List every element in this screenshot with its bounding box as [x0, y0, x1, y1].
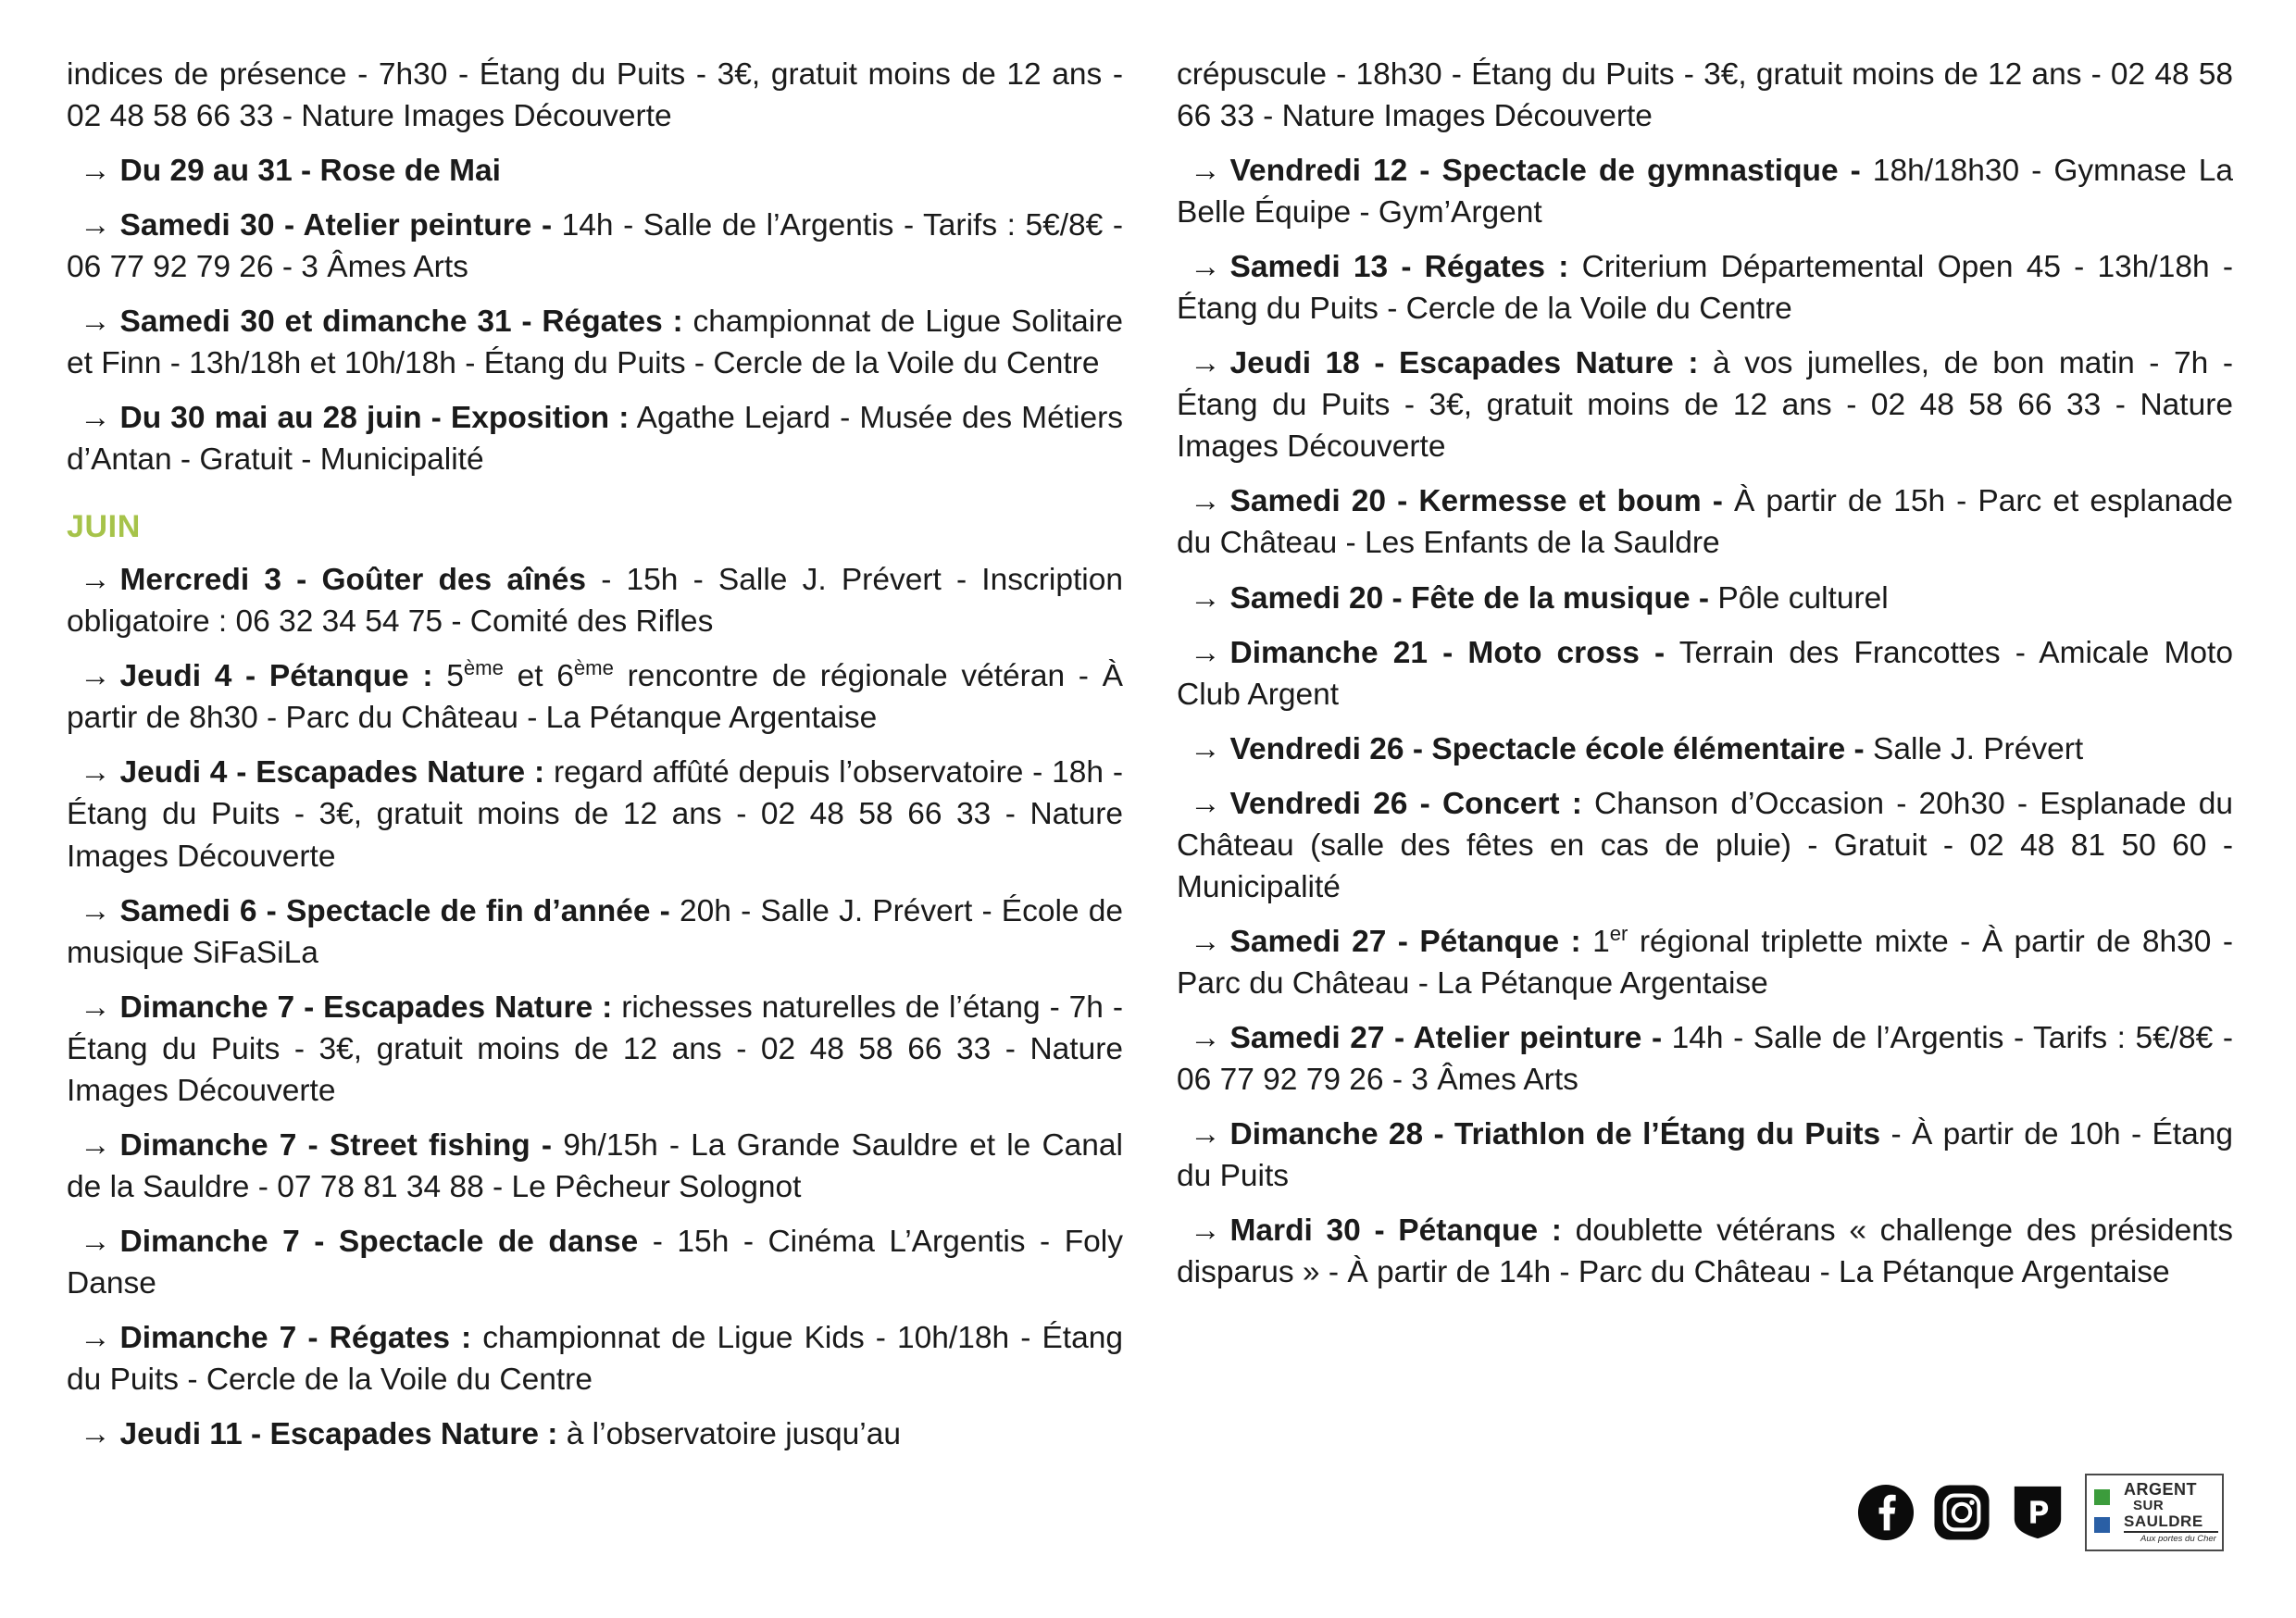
event-title: Vendredi 26 - Spectacle école élémentaire -	[1229, 731, 1865, 766]
event-entry	[67, 1221, 1123, 1304]
event-entry	[67, 301, 1123, 384]
arrow-icon: →	[1190, 484, 1221, 519]
ordinal-suffix: ème	[463, 656, 504, 680]
two-column-layout	[67, 54, 2233, 1455]
arrow-icon: →	[80, 1417, 111, 1452]
event-entry	[1177, 1210, 2233, 1293]
event-entry	[1177, 921, 2233, 1004]
panneaupocket-icon[interactable]	[2009, 1484, 2066, 1541]
event-details: Pôle culturel	[1709, 580, 1889, 616]
event-details: - 15h - Salle J. Prévert - Inscription obligatoire : 06 32 34 54 75 - Comité des Rifles	[67, 563, 1123, 640]
logo-tagline: Aux portes du Cher	[2140, 1533, 2216, 1544]
facebook-icon[interactable]	[1857, 1484, 1915, 1541]
event-title: Dimanche 7 - Escapades Nature :	[119, 989, 613, 1025]
arrow-icon: →	[1190, 924, 1221, 959]
event-entry	[1177, 728, 2233, 770]
event-entry	[67, 890, 1123, 974]
footer-social-icons	[1857, 1474, 2224, 1551]
event-title: Dimanche 7 - Street fishing -	[119, 1127, 553, 1163]
event-entry	[1177, 480, 2233, 564]
event-details: - À partir de 10h - Étang du Puits	[1177, 1117, 2233, 1194]
arrow-icon: →	[80, 893, 111, 928]
ordinal-suffix: ème	[573, 656, 614, 680]
event-details: 18h/18h30 - Gymnase La Belle Équipe - Gym’Argent	[1177, 154, 2233, 230]
arrow-icon: →	[80, 1224, 111, 1259]
event-title: Dimanche 7 - Spectacle de danse	[119, 1224, 639, 1259]
month-heading-juin: JUIN	[67, 509, 141, 545]
event-details-pre: 5	[432, 659, 464, 694]
event-entry	[67, 1413, 1123, 1455]
event-title: Vendredi 12 - Spectacle de gymnastique -	[1229, 154, 1861, 189]
arrow-icon: →	[1190, 786, 1221, 821]
arrow-icon: →	[1190, 580, 1221, 616]
event-title: Samedi 20 - Fête de la musique -	[1229, 580, 1710, 616]
event-title: Samedi 20 - Kermesse et boum -	[1229, 484, 1723, 519]
event-title: Samedi 27 - Pétanque :	[1229, 924, 1581, 959]
arrow-icon: →	[1190, 1214, 1221, 1249]
event-details-pre: 1	[1580, 924, 1610, 959]
event-details-post: régional triplette mixte - À partir de 8h30 - Parc du Château - La Pétanque Argentaise	[1177, 924, 2233, 1001]
event-title: Dimanche 21 - Moto cross -	[1229, 635, 1666, 670]
instagram-icon[interactable]	[1933, 1484, 1990, 1541]
arrow-icon: →	[1190, 731, 1221, 766]
event-details: Chanson d’Occasion - 20h30 - Esplanade du Château (salle des fêtes en cas de pluie) - Gratuit - 02 48 81 50 60 - Municipalité	[1177, 786, 2233, 904]
event-details: à l’observatoire jusqu’au	[557, 1417, 902, 1452]
event-details-mid: et 6	[503, 659, 574, 694]
event-details: Criterium Départemental Open 45 - 13h/18h - Étang du Puits - Cercle de la Voile du Centre	[1177, 250, 2233, 327]
event-details-post: rencontre de régionale vétéran - À partir de 8h30 - Parc du Château - La Pétanque Argentaise	[67, 659, 1123, 736]
event-title: Du 30 mai au 28 juin - Exposition :	[119, 401, 630, 436]
event-title: Samedi 30 et dimanche 31 - Régates :	[119, 305, 683, 340]
left-column	[67, 54, 1123, 1455]
event-details: richesses naturelles de l’étang - 7h - Étang du Puits - 3€, gratuit moins de 12 ans - 02 48 58 66 33 - Nature Images Découverte	[67, 989, 1123, 1108]
arrow-icon: →	[80, 1127, 111, 1163]
event-details: à vos jumelles, de bon matin - 7h - Étang du Puits - 3€, gratuit moins de 12 ans - 02 48 58 66 33 - Nature Images Découverte	[1177, 346, 2233, 465]
event-title: Jeudi 18 - Escapades Nature :	[1229, 346, 1699, 381]
logo-green-square	[2094, 1489, 2110, 1505]
arrow-icon: →	[80, 989, 111, 1025]
event-entry	[67, 1317, 1123, 1400]
event-title: Vendredi 26 - Concert :	[1229, 786, 1582, 821]
event-entry	[67, 205, 1123, 288]
arrow-icon: →	[1190, 346, 1221, 381]
event-title: Jeudi 4 - Escapades Nature :	[119, 755, 545, 790]
logo-line-sauldre: SAULDRE	[2124, 1512, 2203, 1530]
event-details: À partir de 15h - Parc et esplanade du Château - Les Enfants de la Sauldre	[1177, 484, 2234, 561]
event-entry	[67, 987, 1123, 1112]
arrow-icon: →	[1190, 1117, 1221, 1152]
logo-blue-square	[2094, 1517, 2110, 1533]
arrow-icon: →	[1190, 250, 1221, 285]
arrow-icon: →	[80, 401, 111, 436]
event-title: Samedi 6 - Spectacle de fin d’année -	[119, 893, 670, 928]
event-details: championnat de Ligue Solitaire et Finn - 13h/18h et 10h/18h - Étang du Puits - Cercle de la Voile du Centre	[67, 305, 1123, 381]
event-details: regard affûté depuis l’observatoire - 18h - Étang du Puits - 3€, gratuit moins de 12 ans - 02 48 58 66 33 - Nature Images Découverte	[67, 755, 1123, 874]
argent-sur-sauldre-logo	[2085, 1474, 2224, 1551]
event-entry	[67, 559, 1123, 642]
arrow-icon: →	[1190, 154, 1221, 189]
event-entry	[1177, 578, 2233, 619]
event-entry	[1177, 783, 2233, 908]
event-title: Samedi 13 - Régates :	[1229, 250, 1569, 285]
arrow-icon: →	[1190, 1020, 1221, 1055]
event-entry	[1177, 632, 2233, 716]
event-details: Terrain des Francottes - Amicale Moto Club Argent	[1177, 635, 2233, 712]
event-details: Salle J. Prévert	[1864, 731, 2084, 766]
arrow-icon: →	[80, 305, 111, 340]
event-title: Jeudi 4 - Pétanque :	[119, 659, 433, 694]
right-column	[1177, 54, 2233, 1455]
continuation-paragraph-left: indices de présence - 7h30 - Étang du Puits - 3€, gratuit moins de 12 ans - 02 48 58 66 33 - Nature Images Découverte	[67, 57, 1123, 134]
event-entry	[1177, 1114, 2233, 1197]
arrow-icon: →	[80, 659, 111, 694]
event-title: Samedi 30 - Atelier peinture -	[119, 208, 553, 243]
continuation-paragraph-right: crépuscule - 18h30 - Étang du Puits - 3€, gratuit moins de 12 ans - 02 48 58 66 33 - Nature Images Découverte	[1177, 57, 2233, 134]
event-entry	[1177, 246, 2233, 330]
logo-line-sur: SUR	[2133, 1498, 2165, 1514]
event-title: Dimanche 28 - Triathlon de l’Étang du Puits	[1229, 1117, 1881, 1152]
event-entry	[67, 655, 1123, 739]
event-entry	[67, 1125, 1123, 1208]
arrow-icon: →	[80, 154, 111, 189]
arrow-icon: →	[80, 563, 111, 598]
event-details: championnat de Ligue Kids - 10h/18h - Étang du Puits - Cercle de la Voile du Centre	[67, 1320, 1123, 1398]
arrow-icon: →	[80, 1320, 111, 1355]
event-title: Mardi 30 - Pétanque :	[1229, 1214, 1562, 1249]
event-title: Du 29 au 31 - Rose de Mai	[119, 154, 501, 189]
arrow-icon: →	[80, 208, 111, 243]
logo-line-argent: ARGENT	[2124, 1480, 2197, 1500]
event-entry	[1177, 1017, 2233, 1101]
event-details: - 15h - Cinéma L’Argentis - Foly Danse	[67, 1224, 1123, 1301]
arrow-icon: →	[1190, 635, 1221, 670]
event-title: Mercredi 3 - Goûter des aînés	[119, 563, 587, 598]
event-entry	[1177, 342, 2233, 467]
event-title: Jeudi 11 - Escapades Nature :	[119, 1417, 558, 1452]
event-entry	[1177, 150, 2233, 233]
event-details: 9h/15h - La Grande Sauldre et le Canal de la Sauldre - 07 78 81 34 88 - Le Pêcheur Solognot	[67, 1127, 1123, 1204]
arrow-icon: →	[80, 755, 111, 790]
event-details: 14h - Salle de l’Argentis - Tarifs : 5€/8€ - 06 77 92 79 26 - 3 Âmes Arts	[67, 208, 1123, 285]
event-title: Dimanche 7 - Régates :	[119, 1320, 472, 1355]
event-title: Samedi 27 - Atelier peinture -	[1229, 1020, 1663, 1055]
event-details: 14h - Salle de l’Argentis - Tarifs : 5€/8€ - 06 77 92 79 26 - 3 Âmes Arts	[1177, 1020, 2233, 1097]
event-entry	[67, 150, 1123, 192]
event-details: doublette vétérans « challenge des présidents disparus » - À partir de 14h - Parc du Château - La Pétanque Argentaise	[1177, 1214, 2233, 1290]
ordinal-suffix: er	[1609, 921, 1628, 945]
logo-squares	[2092, 1484, 2120, 1541]
event-details: 20h - Salle J. Prévert - École de musique SiFaSiLa	[67, 893, 1124, 970]
event-entry	[67, 397, 1123, 480]
logo-text	[2120, 1481, 2222, 1543]
event-entry	[67, 752, 1123, 877]
event-details: Agathe Lejard - Musée des Métiers d’Antan - Gratuit - Municipalité	[67, 401, 1123, 478]
